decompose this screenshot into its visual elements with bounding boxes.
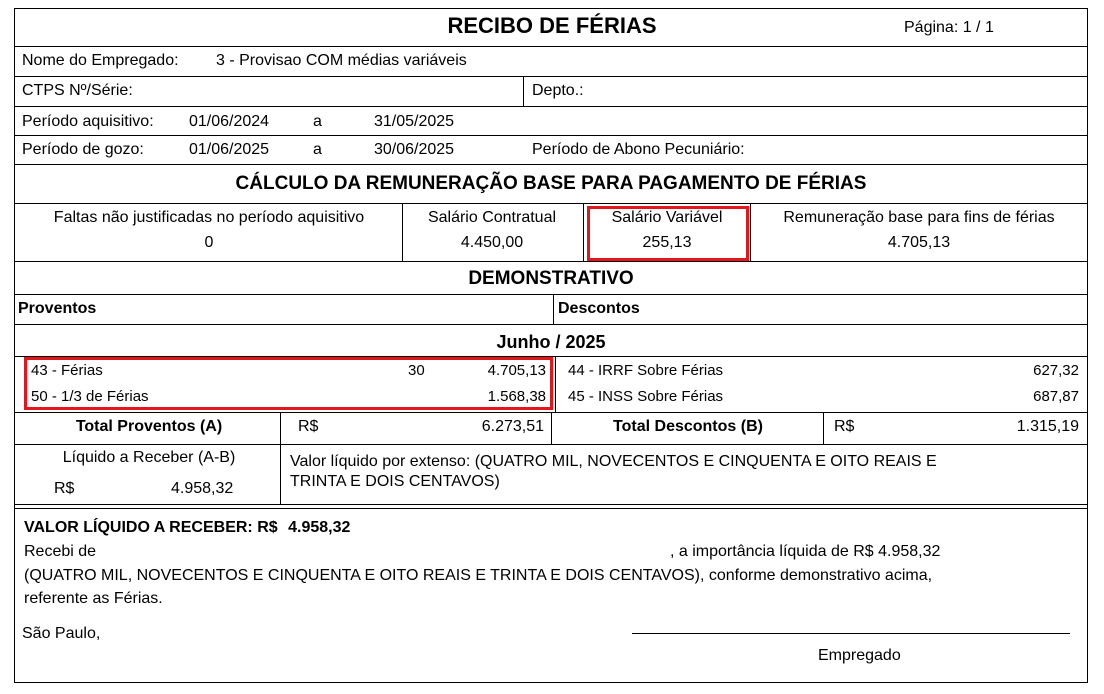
total-descontos-value: 1.315,19 xyxy=(1016,418,1079,435)
demonstrativo-title: DEMONSTRATIVO xyxy=(468,268,634,289)
aquisitivo-label: Período aquisitivo: xyxy=(22,113,154,130)
divider xyxy=(523,76,524,106)
cidade-text: São Paulo, xyxy=(22,625,101,642)
divider xyxy=(14,508,1088,509)
base-label: Remuneração base para fins de férias xyxy=(783,209,1055,226)
page-title: RECIBO DE FÉRIAS xyxy=(447,13,657,38)
divider xyxy=(823,412,824,444)
signature-label: Empregado xyxy=(818,647,901,664)
total-descontos-label: Total Descontos (B) xyxy=(613,418,763,435)
divider xyxy=(14,46,1088,47)
descontos-header: Descontos xyxy=(558,300,640,317)
variavel-label: Salário Variável xyxy=(611,209,723,226)
provento-value: 1.568,38 xyxy=(487,388,546,405)
ctps-label: CTPS Nº/Série: xyxy=(22,82,133,99)
divider xyxy=(14,324,1088,325)
gozo-label: Período de gozo: xyxy=(22,141,144,158)
divider xyxy=(14,444,1088,445)
divider xyxy=(402,203,403,261)
importancia-text: , a importância líquida de R$ 4.958,32 xyxy=(670,543,941,560)
employee-name-value: 3 - Provisao COM médias variáveis xyxy=(216,52,467,69)
proventos-header: Proventos xyxy=(18,300,97,317)
depto-label: Depto.: xyxy=(532,82,584,99)
gozo-end: 30/06/2025 xyxy=(374,141,455,158)
divider xyxy=(14,261,1088,262)
divider xyxy=(555,356,556,412)
divider xyxy=(280,412,281,444)
divider xyxy=(280,444,281,504)
divider xyxy=(14,294,1088,295)
faltas-value: 0 xyxy=(204,234,214,251)
divider xyxy=(553,294,554,324)
variavel-highlight xyxy=(587,206,749,261)
referente-text: referente as Férias. xyxy=(24,590,163,607)
recebi-de-text: Recebi de xyxy=(24,543,97,560)
provento-desc: 43 - Férias xyxy=(31,362,103,379)
calculo-title: CÁLCULO DA REMUNERAÇÃO BASE PARA PAGAMENTO DE FÉRIAS xyxy=(235,173,867,194)
desconto-value: 627,32 xyxy=(1033,362,1079,379)
divider xyxy=(583,203,584,261)
valor-liquido-value: 4.958,32 xyxy=(288,519,351,536)
liquido-value: 4.958,32 xyxy=(171,480,234,497)
employee-name-label: Nome do Empregado: xyxy=(22,52,179,69)
signature-line xyxy=(632,633,1070,634)
desconto-desc: 45 - INSS Sobre Férias xyxy=(568,388,724,405)
contratual-label: Salário Contratual xyxy=(427,209,557,226)
valor-liquido-label-text: VALOR LÍQUIDO A RECEBER: R$ xyxy=(24,519,278,536)
provento-desc: 50 - 1/3 de Férias xyxy=(31,388,149,405)
valor-liquido-label xyxy=(24,519,350,537)
divider xyxy=(14,106,1088,107)
gozo-start: 01/06/2025 xyxy=(189,141,270,158)
contratual-value: 4.450,00 xyxy=(460,234,524,251)
extenso-text: (QUATRO MIL, NOVECENTOS E CINQUENTA E OITO REAIS E TRINTA E DOIS CENTAVOS), conforme demonstrativo acima, xyxy=(24,567,933,584)
divider xyxy=(14,164,1088,165)
liquido-currency: R$ xyxy=(54,480,75,497)
proventos-highlight xyxy=(24,357,553,410)
desconto-value: 687,87 xyxy=(1033,388,1079,405)
divider xyxy=(14,203,1088,204)
divider xyxy=(551,412,552,444)
gozo-separator: a xyxy=(313,141,322,158)
extenso-line-2: TRINTA E DOIS CENTAVOS) xyxy=(290,473,500,490)
liquido-label: Líquido a Receber (A-B) xyxy=(62,449,236,466)
divider xyxy=(750,203,751,261)
total-descontos-currency: R$ xyxy=(834,418,855,435)
month-title: Junho / 2025 xyxy=(496,332,606,352)
provento-ref: 30 xyxy=(408,362,425,379)
faltas-label: Faltas não justificadas no período aquisitivo xyxy=(53,209,365,226)
divider xyxy=(14,135,1088,136)
divider xyxy=(14,76,1088,77)
aquisitivo-separator: a xyxy=(313,113,322,130)
provento-value: 4.705,13 xyxy=(487,362,546,379)
divider xyxy=(14,504,1088,505)
aquisitivo-start: 01/06/2024 xyxy=(189,113,270,130)
base-value: 4.705,13 xyxy=(887,234,951,251)
page-number: Página: 1 / 1 xyxy=(904,19,994,36)
extenso-line-1: Valor líquido por extenso: (QUATRO MIL, NOVECENTOS E CINQUENTA E OITO REAIS E xyxy=(290,453,937,470)
total-proventos-value: 6.273,51 xyxy=(481,418,544,435)
total-proventos-label: Total Proventos (A) xyxy=(75,418,223,435)
total-proventos-currency: R$ xyxy=(298,418,319,435)
variavel-value: 255,13 xyxy=(642,234,692,251)
desconto-desc: 44 - IRRF Sobre Férias xyxy=(568,362,724,379)
aquisitivo-end: 31/05/2025 xyxy=(374,113,455,130)
abono-label: Período de Abono Pecuniário: xyxy=(532,141,745,158)
